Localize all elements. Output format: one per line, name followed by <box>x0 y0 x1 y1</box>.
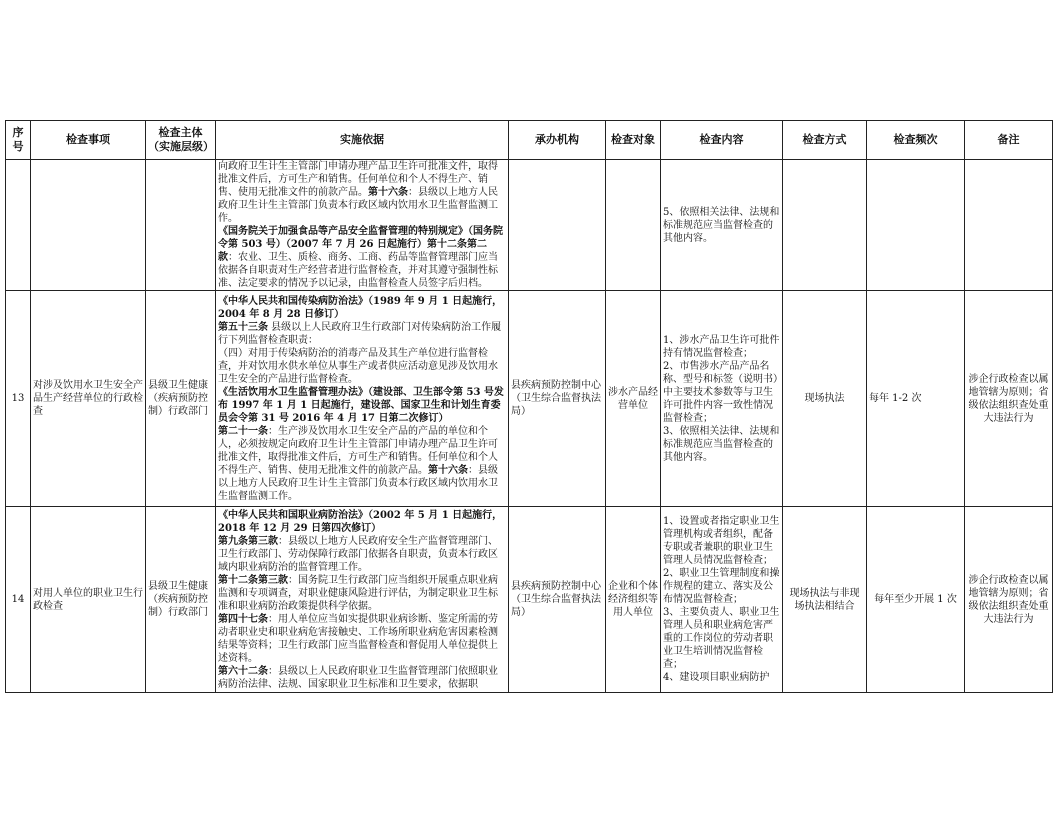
basis-text: 县级以上人民政府卫生行政部门对传染病防治工作履行下列监督检查职责： <box>218 321 502 346</box>
basis-bold-text: 第二十一条 <box>218 425 268 437</box>
cell-seq: 13 <box>6 291 31 507</box>
basis-bold-text: 第十六条 <box>428 464 468 476</box>
basis-text: ：农业、卫生、质检、商务、工商、药品等监督管理部门应当依据各自职责对生产经营者进行监督检查，并对其遵守强制性标准、法定要求的情况予以记录，由监督检查人员签字后归档。 <box>218 252 498 289</box>
cell-basis <box>216 507 509 693</box>
cell-method: 现场执法与非现场执法相结合 <box>783 507 867 693</box>
basis-text: ：用人单位应当如实提供职业病诊断、鉴定所需的劳动者职业史和职业病危害接触史、工作场所职业病危害因素检测结果等资料；卫生行政部门应当监督检查和督促用人单位提供上述资料。 <box>218 613 498 664</box>
cell-frequency <box>867 160 965 291</box>
header-subject-line2: （实施层级） <box>148 140 214 153</box>
header-basis: 实施依据 <box>216 121 509 160</box>
basis-text: （四）对用于传染病防治的消毒产品及其生产单位进行监督检查，并对饮用水供水单位从事生产或者供应活动意见涉及饮用水卫生安全的产品进行监督检查。 <box>218 347 498 385</box>
cell-content: 1、涉水产品卫生许可批件持有情况监督检查； 2、市售涉水产品产品名称、型号和标签（说明书）中主要技术参数等与卫生许可批件内容一致性情况监督检查； 3、依照相关法律、法规和标准规范应当监督检查的其他内容。 <box>661 291 783 507</box>
basis-text: ：生产涉及饮用水卫生安全产品的产品的单位和个人，必须按规定向政府卫生计生主管部门申请办理产品卫生许可批准文件，取得批准文件后，方可生产和销售。任何单位和个人不得生产、销售、使用无批准文件的前款产品。 <box>218 425 498 476</box>
cell-content: 5、依照相关法律、法规和标准规范应当监督检查的其他内容。 <box>661 160 783 291</box>
basis-bold-text: 第四十七条 <box>218 613 268 625</box>
cell-agency: 县疾病预防控制中心（卫生综合监督执法局） <box>509 291 606 507</box>
cell-remark: 涉企行政检查以属地管辖为原则；省级依法组织查处重大违法行为 <box>965 507 1053 693</box>
basis-bold-text: 《中华人民共和国传染病防治法》（1989 年 9 月 1 日起施行，2004 年 8 月 28 日修订） <box>218 295 503 320</box>
header-seq: 序号 <box>6 121 31 160</box>
basis-bold-text: 第十六条 <box>368 187 408 198</box>
cell-agency <box>509 160 606 291</box>
inspection-table <box>5 120 1053 693</box>
cell-item <box>31 160 146 291</box>
cell-item: 对涉及饮用水卫生安全产品生产经营单位的行政检查 <box>31 291 146 507</box>
header-method: 检查方式 <box>783 121 867 160</box>
cell-seq: 14 <box>6 507 31 693</box>
header-target: 检查对象 <box>606 121 661 160</box>
cell-subject <box>146 160 216 291</box>
cell-seq <box>6 160 31 291</box>
basis-bold-text: 第六十二条 <box>218 665 268 677</box>
basis-bold-text: 第九条第三款 <box>218 535 278 547</box>
basis-text: ：县级以上人民政府职业卫生监督管理部门依照职业病防治法律、法规、国家职业卫生标准和卫生要求，依据职 <box>218 665 498 690</box>
cell-item: 对用人单位的职业卫生行政检查 <box>31 507 146 693</box>
cell-subject: 县级卫生健康（疾病预防控制）行政部门 <box>146 507 216 693</box>
cell-basis <box>216 160 509 291</box>
header-agency: 承办机构 <box>509 121 606 160</box>
cell-remark: 涉企行政检查以属地管辖为原则；省级依法组织查处重大违法行为 <box>965 291 1053 507</box>
basis-bold-text: 《中华人民共和国职业病防治法》（2002 年 5 月 1 日起施行，2018 年 12 月 29 日第四次修订） <box>218 509 503 534</box>
basis-text: ：国务院卫生行政部门应当组织开展重点职业病监测和专项调查，对职业健康风险进行评估，为制定职业卫生标准和职业病防治政策提供科学依据。 <box>218 574 498 612</box>
table-row-13 <box>6 291 1053 507</box>
basis-bold-text: 第五十三条 <box>218 321 268 333</box>
basis-bold-text: 《生活饮用水卫生监督管理办法》（建设部、卫生部令第 53 号发布 1997 年 1 月 1 日起施行，建设部、国家卫生和计划生育委员会令第 31 号 2016 年 4 月 17 日第二次修订） <box>218 386 504 424</box>
cell-frequency: 每年 1-2 次 <box>867 291 965 507</box>
table-row-14 <box>6 507 1053 693</box>
header-item: 检查事项 <box>31 121 146 160</box>
cell-frequency: 每年至少开展 1 次 <box>867 507 965 693</box>
basis-bold-text: 《国务院关于加强食品等产品安全监督管理的特别规定》（国务院令第 503 号）（2007 年 7 月 26 日起施行）第十二条第二款 <box>218 226 503 263</box>
cell-method: 现场执法 <box>783 291 867 507</box>
cell-agency: 县疾病预防控制中心（卫生综合监督执法局） <box>509 507 606 693</box>
basis-text: 向政府卫生计生主管部门申请办理产品卫生许可批准文件，取得批准文件后，方可生产和销售。任何单位和个人不得生产、销售、使用无批准文件的前款产品。 <box>218 161 498 198</box>
basis-text: ：县级以上地方人民政府卫生计生主管部门负责本行政区域内饮用水卫生监督监测工作。 <box>218 187 498 224</box>
cell-target: 涉水产品经营单位 <box>606 291 661 507</box>
cell-subject: 县级卫生健康（疾病预防控制）行政部门 <box>146 291 216 507</box>
header-frequency: 检查频次 <box>867 121 965 160</box>
cell-target: 企业和个体经济组织等用人单位 <box>606 507 661 693</box>
cell-content: 1、设置或者指定职业卫生管理机构或者组织，配备专职或者兼职的职业卫生管理人员情况监督检查； 2、职业卫生管理制度和操作规程的建立、落实及公布情况监督检查； 3、主要负责人、职业卫生管理人员和职业病危害严重的工作岗位的劳动者职业卫生培训情况监督检查； 4、建设项目职业病防护 <box>661 507 783 693</box>
table-row-continued <box>6 160 1053 291</box>
cell-method <box>783 160 867 291</box>
header-row <box>6 121 1053 160</box>
header-subject-line1: 检查主体 <box>158 126 203 139</box>
header-subject <box>146 121 216 160</box>
cell-target <box>606 160 661 291</box>
cell-remark <box>965 160 1053 291</box>
basis-text: ：县级以上地方人民政府卫生计生主管部门负责本行政区域内饮用水卫生监督监测工作。 <box>218 464 498 502</box>
basis-text: ：县级以上地方人民政府安全生产监督管理部门、卫生行政部门、劳动保障行政部门依据各自职责，负责本行政区域内职业病防治的监督管理工作。 <box>218 535 498 573</box>
header-remark: 备注 <box>965 121 1053 160</box>
basis-bold-text: 第十二条第三款 <box>218 574 288 586</box>
cell-basis <box>216 291 509 507</box>
header-content: 检查内容 <box>661 121 783 160</box>
